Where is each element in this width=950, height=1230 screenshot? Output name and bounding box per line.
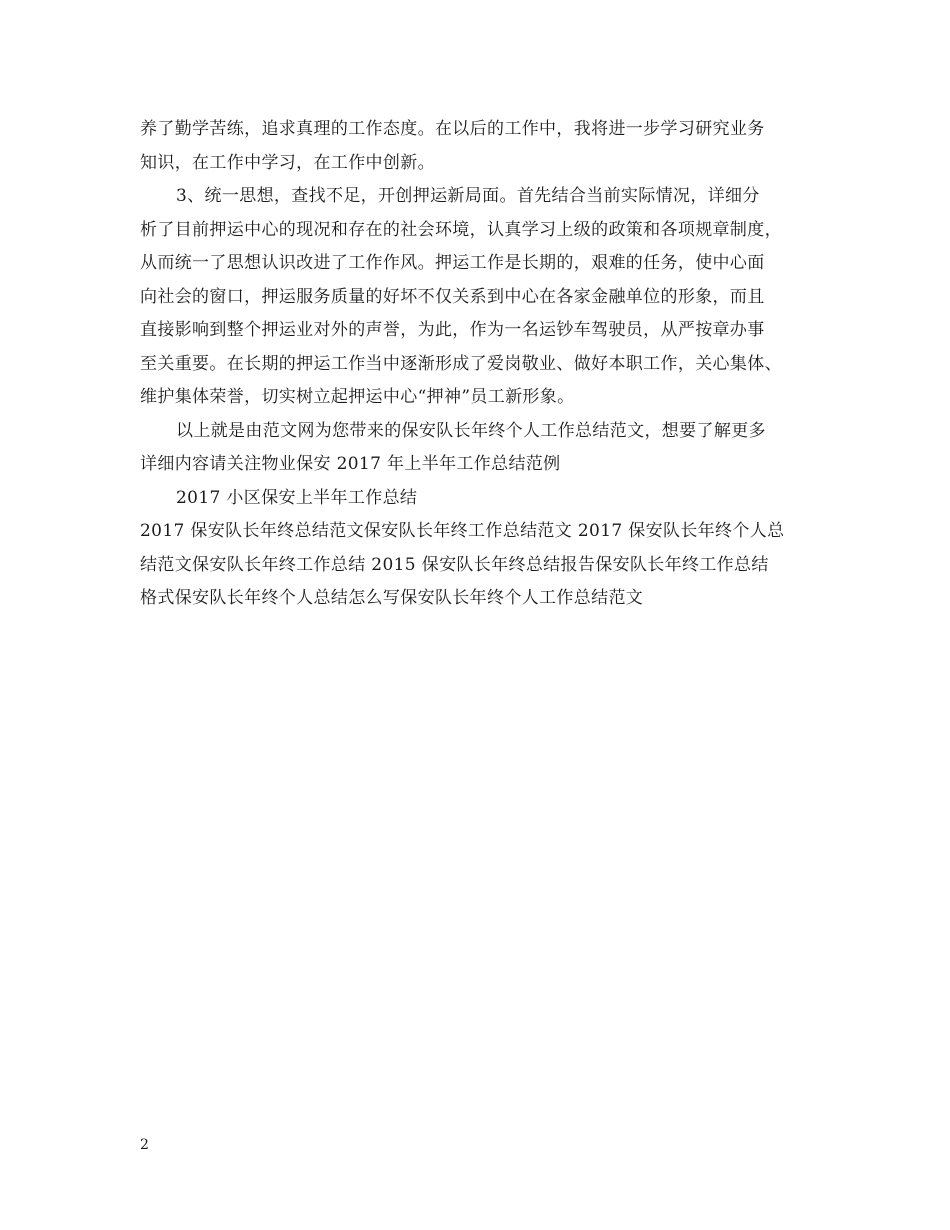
text-line: 2017 保安队长年终总结范文保安队长年终工作总结范文 2017 保安队长年终个人总 (140, 521, 785, 541)
text-line: 详细内容请关注物业保安 2017 年上半年工作总结范例 (140, 454, 561, 474)
text-line: 维护集体荣誉，切实树立起押运中心“押神”员工新形象。 (140, 387, 575, 407)
text-line: 2017 小区保安上半年工作总结 (176, 487, 418, 508)
text-line: 知识，在工作中学习，在工作中创新。 (140, 152, 435, 173)
text-line: 以上就是由范文网为您带来的保安队长年终个人工作总结范文，想要了解更多 (176, 420, 766, 441)
text-line: 析了目前押运中心的现况和存在的社会环境，认真学习上级的政策和各项规章制度， (140, 219, 782, 240)
text-line: 直接影响到整个押运业对外的声誉，为此，作为一名运钞车驾驶员，从严按章办事 (140, 320, 765, 340)
page-number: 2 (140, 1137, 149, 1153)
text-line: 向社会的窗口，押运服务质量的好坏不仅关系到中心在各家金融单位的形象，而且 (140, 286, 765, 307)
text-line: 至关重要。在长期的押运工作当中逐渐形成了爱岗敬业、做好本职工作，关心集体、 (140, 353, 782, 374)
text-line: 格式保安队长年终个人总结怎么写保安队长年终个人工作总结范文 (140, 588, 644, 608)
text-line: 从而统一了思想认识改进了工作作风。押运工作是长期的，艰难的任务，使中心面 (140, 253, 765, 273)
text-line: 3、统一思想，查找不足，开创押运新局面。首先结合当前实际情况，详细分 (176, 186, 760, 206)
document-body (140, 113, 812, 616)
text-line: 养了勤学苦练，追求真理的工作态度。在以后的工作中，我将进一步学习研究业务 (140, 119, 765, 139)
text-line: 结范文保安队长年终工作总结 2015 保安队长年终总结报告保安队长年终工作总结 (140, 554, 769, 575)
